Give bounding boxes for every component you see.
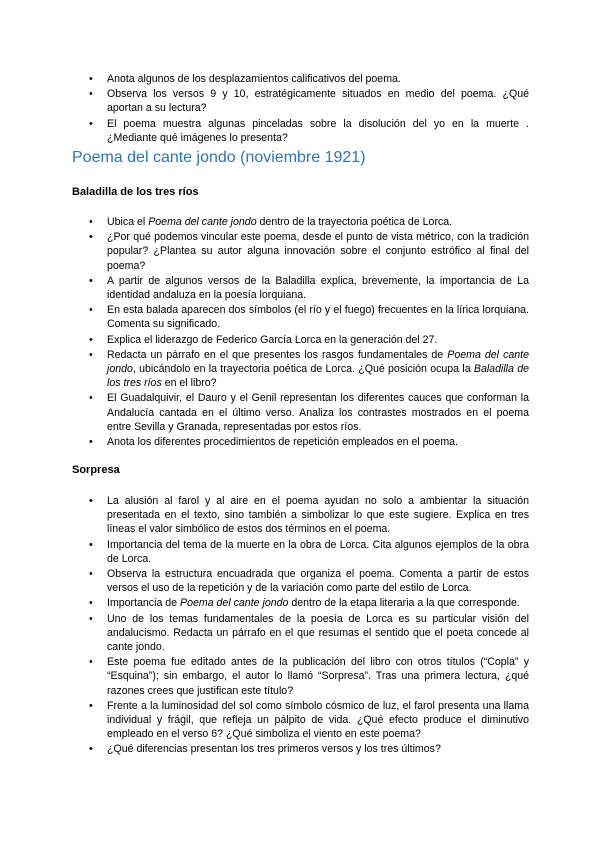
list-item: • Importancia del tema de la muerte en la obra de Lorca. Cita algunos ejemplos de la obra de Lorca.	[89, 538, 529, 566]
list-item: • Redacta un párrafo en el que presentes los rasgos fundamentales de Poema del cante jondo, ubicándolo en la trayectoria poética de Lorca. ¿Qué posición ocupa la Baladilla de los tres ríos en el libro?	[89, 348, 529, 391]
list-item: • Anota algunos de los desplazamientos calificativos del poema.	[89, 72, 529, 86]
list-item: • Explica el liderazgo de Federico García Lorca en la generación del 27.	[89, 333, 529, 347]
section-heading: Poema del cante jondo (noviembre 1921)	[72, 149, 366, 166]
list-item: • Uno de los temas fundamentales de la poesía de Lorca es su particular visión del andalucismo. Redacta un párrafo en el que resumas el sentido que el poeta concede al cante jondo.	[89, 612, 529, 655]
list-item: • La alusión al farol y al aire en el poema ayudan no solo a ambientar la situación presentada en el texto, sino también a simbolizar lo que este sugiere. Explica en tres líneas el valor simbólico de estos dos términos en el poema.	[89, 494, 529, 537]
list-item: • Observa los versos 9 y 10, estratégicamente situados en medio del poema. ¿Qué aportan a su lectura?	[89, 87, 529, 115]
list-item: • Frente a la luminosidad del sol como símbolo cósmico de luz, el farol presenta una llama individual y frágil, que refleja un pálpito de vida. ¿Qué efecto produce el diminutivo empleado en el verso 6? ¿Qué simboliza el viento en este poema?	[89, 699, 529, 742]
sorpresa-question-list	[89, 494, 529, 758]
list-item: • Ubica el Poema del cante jondo dentro de la trayectoria poética de Lorca.	[89, 215, 529, 229]
baladilla-heading: Baladilla de los tres ríos	[72, 186, 199, 198]
list-item: • Anota los diferentes procedimientos de repetición empleados en el poema.	[89, 435, 529, 449]
list-item: • Observa la estructura encuadrada que organiza el poema. Comenta a partir de estos versos el uso de la repetición y de la variación como parte del estilo de Lorca.	[89, 567, 529, 595]
list-item: • El poema muestra algunas pinceladas sobre la disolución del yo en la muerte . ¿Mediante qué imágenes lo presenta?	[89, 117, 529, 145]
list-item: • ¿Por qué podemos vincular este poema, desde el punto de vista métrico, con la tradición popular? ¿Plantea su autor alguna innovación sobre el conjunto estrófico al final del poema?	[89, 230, 529, 273]
list-item: • ¿Qué diferencias presentan los tres primeros versos y los tres últimos?	[89, 742, 529, 756]
list-item: • En esta balada aparecen dos símbolos (el río y el fuego) frecuentes en la lírica lorquiana. Comenta su significado.	[89, 303, 529, 331]
list-item: • A partir de algunos versos de la Baladilla explica, brevemente, la importancia de La identidad andaluza en la poesía lorquiana.	[89, 274, 529, 302]
list-item: • Importancia de Poema del cante jondo dentro de la etapa literaria a la que corresponde.	[89, 596, 529, 610]
list-item: • El Guadalquivir, el Dauro y el Genil representan los diferentes cauces que conforman la Andalucía cantada en el último verso. Analiza los contrastes mostrados en el poema entre Sevilla y Granada, representadas por estos ríos.	[89, 391, 529, 434]
list-item: • Este poema fue editado antes de la publicación del libro con otros títulos (“Copla” y “Esquina”); sin embargo, el autor lo llamó “Sorpresa”. Tras una primera lectura, ¿qué razones crees que justifican este título?	[89, 655, 529, 698]
intro-question-list	[89, 72, 529, 146]
baladilla-question-list	[89, 215, 529, 450]
sorpresa-heading: Sorpresa	[72, 464, 120, 476]
